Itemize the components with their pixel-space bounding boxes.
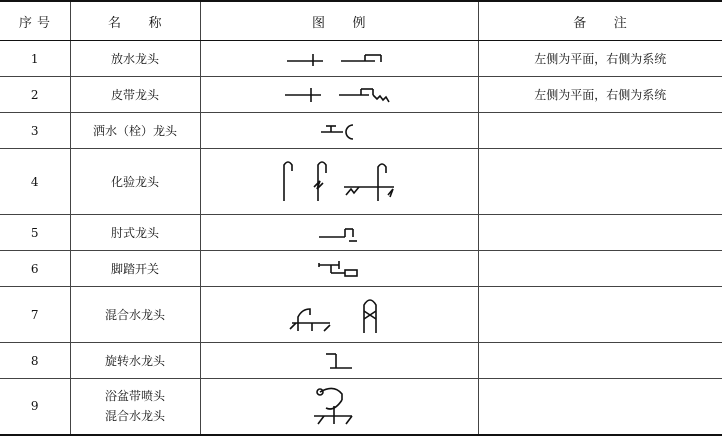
row-legend (200, 251, 478, 287)
row-seq: 4 (0, 149, 70, 215)
table-row (0, 113, 722, 149)
row-name: 洒水（栓）龙头 (70, 113, 200, 149)
row-note: 左侧为平面，右侧为系统 (478, 77, 722, 113)
row-note (478, 215, 722, 251)
row-note (478, 149, 722, 215)
row-legend (200, 41, 478, 77)
table-row (0, 343, 722, 379)
row-legend (200, 77, 478, 113)
foot-pedal-switch-icon (309, 257, 369, 281)
table-row (0, 379, 722, 435)
row-note (478, 113, 722, 149)
row-legend (200, 343, 478, 379)
row-name: 化验龙头 (70, 149, 200, 215)
row-legend (200, 113, 478, 149)
row-note (478, 343, 722, 379)
bathtub-shower-mixer-icon (304, 382, 374, 430)
elbow-faucet-icon (309, 221, 369, 245)
row-seq: 3 (0, 113, 70, 149)
row-name: 脚踏开关 (70, 251, 200, 287)
row-seq: 8 (0, 343, 70, 379)
mixing-faucet-icon (284, 293, 394, 337)
row-legend (200, 215, 478, 251)
laboratory-faucet-icon (274, 157, 404, 207)
swivel-faucet-icon (314, 348, 364, 374)
row-seq: 6 (0, 251, 70, 287)
sprinkler-faucet-icon (309, 121, 369, 141)
row-legend (200, 149, 478, 215)
table-row (0, 77, 722, 113)
row-name: 混合水龙头 (70, 287, 200, 343)
table-row (0, 149, 722, 215)
row-note (478, 251, 722, 287)
row-name-line1: 浴盆带喷头 (104, 389, 165, 404)
row-name-line2: 混合水龙头 (104, 409, 165, 424)
row-name: 旋转水龙头 (70, 343, 200, 379)
header-row (0, 1, 722, 41)
table-row (0, 215, 722, 251)
header-name: 名 称 (70, 1, 200, 41)
row-legend (200, 379, 478, 435)
row-seq: 5 (0, 215, 70, 251)
row-legend (200, 287, 478, 343)
header-seq: 序 号 (0, 1, 70, 41)
row-name: 肘式龙头 (70, 215, 200, 251)
row-seq: 2 (0, 77, 70, 113)
row-seq: 9 (0, 379, 70, 435)
table-row (0, 287, 722, 343)
table-row (0, 251, 722, 287)
table-row (0, 41, 722, 77)
row-note (478, 287, 722, 343)
row-name (70, 379, 200, 435)
row-seq: 1 (0, 41, 70, 77)
row-name: 皮带龙头 (70, 77, 200, 113)
header-legend: 图 例 (200, 1, 478, 41)
hose-faucet-icon (279, 84, 399, 106)
header-note: 备 注 (478, 1, 722, 41)
row-note: 左侧为平面，右侧为系统 (478, 41, 722, 77)
faucet-drain-icon (279, 49, 399, 69)
row-name: 放水龙头 (70, 41, 200, 77)
row-seq: 7 (0, 287, 70, 343)
row-note (478, 379, 722, 435)
